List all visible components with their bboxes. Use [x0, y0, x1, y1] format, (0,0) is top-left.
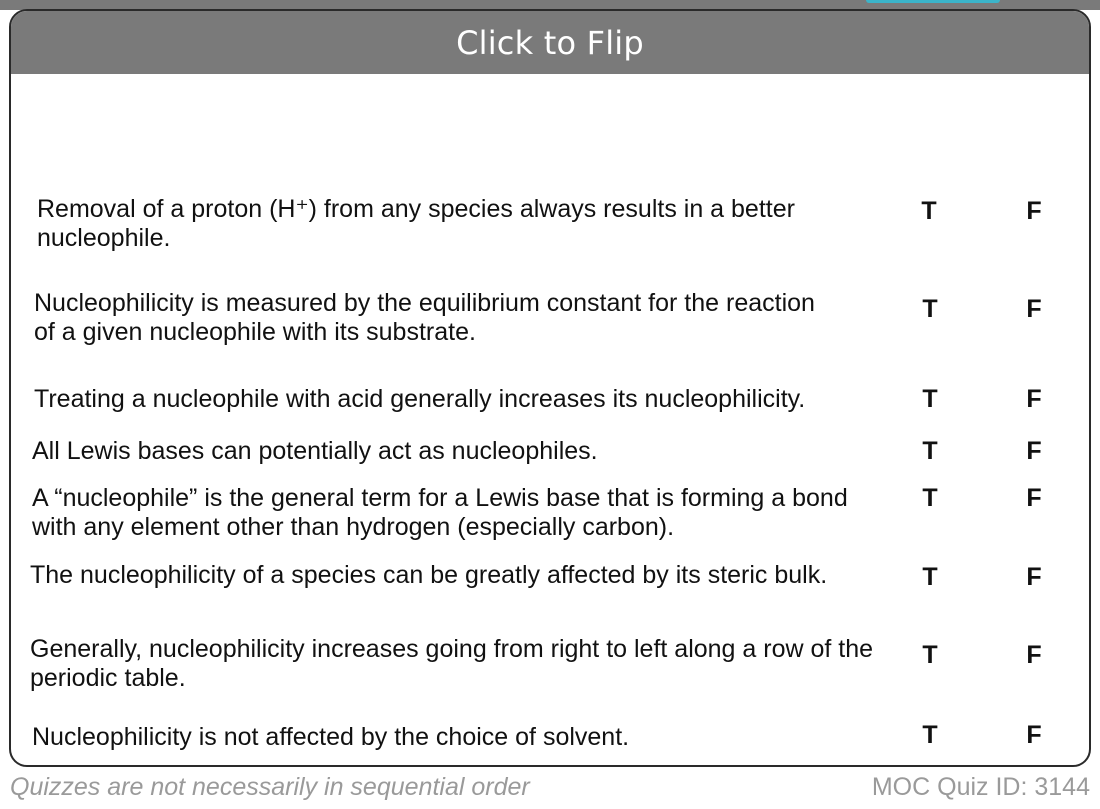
statement-text-6: The nucleophilicity of a species can be greatly affected by its steric bulk. [30, 561, 828, 589]
flashcard[interactable] [9, 9, 1091, 767]
flip-label: Click to Flip [456, 23, 644, 62]
false-option-7[interactable]: F [1026, 641, 1042, 669]
true-option-8[interactable]: T [922, 721, 938, 749]
false-option-6[interactable]: F [1026, 563, 1042, 591]
statement-text-3: Treating a nucleophile with acid generally increases its nucleophilicity. [34, 385, 806, 413]
true-option-1[interactable]: T [921, 197, 937, 225]
statement-text-8: Nucleophilicity is not affected by the choice of solvent. [32, 723, 630, 751]
true-option-5[interactable]: T [922, 484, 938, 512]
statement-text-7: Generally, nucleophilicity increases going from right to left along a row of the periodic table. [30, 635, 874, 692]
false-option-4[interactable]: F [1026, 437, 1042, 465]
statement-text-5: A “nucleophile” is the general term for a Lewis base that is forming a bond with any element other than hydrogen (especially carbon). [32, 484, 848, 541]
false-option-5[interactable]: F [1026, 484, 1042, 512]
statement-text-2: Nucleophilicity is measured by the equilibrium constant for the reaction of a given nucleophile with its substrate. [34, 289, 815, 346]
false-option-2[interactable]: F [1026, 295, 1042, 323]
top-accent-tab[interactable] [866, 0, 1000, 3]
sequence-note: Quizzes are not necessarily in sequential order [10, 773, 530, 801]
true-option-7[interactable]: T [922, 641, 938, 669]
false-option-3[interactable]: F [1026, 385, 1042, 413]
flip-button[interactable] [11, 11, 1089, 74]
true-option-2[interactable]: T [922, 295, 938, 323]
true-option-3[interactable]: T [922, 385, 938, 413]
false-option-1[interactable]: F [1026, 197, 1042, 225]
false-option-8[interactable]: F [1026, 721, 1042, 749]
statement-text-1: Removal of a proton (H⁺) from any species always results in a better nucleophile. [37, 195, 795, 252]
true-option-6[interactable]: T [922, 563, 938, 591]
quiz-id: MOC Quiz ID: 3144 [871, 773, 1090, 801]
statement-text-4: All Lewis bases can potentially act as nucleophiles. [32, 437, 598, 465]
true-option-4[interactable]: T [922, 437, 938, 465]
